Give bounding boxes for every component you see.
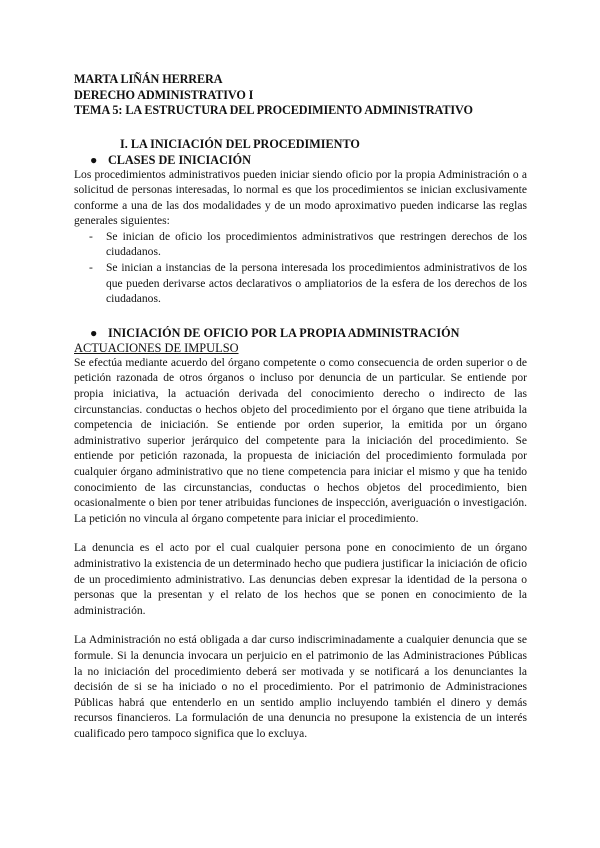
subheading-actuaciones: ACTUACIONES DE IMPULSO xyxy=(74,340,239,355)
bullet-heading-text: CLASES DE INICIACIÓN xyxy=(108,152,251,167)
dash-marker-icon: - xyxy=(89,230,93,243)
dash-marker-icon: - xyxy=(89,262,93,275)
intro-paragraph: Los procedimientos administrativos pueden iniciar siendo oficio por la propia Administración o a solicitud de personas interesadas, lo normal es que los procedimientos se inician exclusivamente conforme a una de las dos modalidades y de un modo aproximativo pueden indicarse las reglas generales siguientes: xyxy=(74,168,527,228)
paragraph-3: La Administración no está obligada a dar curso indiscriminadamente a cualquier denuncia que se formule. Si la denuncia invocara un perjuicio en el patrimonio de las Administraciones Públicas la no iniciación del procedimiento deberá ser motivada y se notificará a los denunciantes la decisión de si se ha iniciado o no el procedimiento. Por el patrimonio de Administraciones Públicas habrá que entenderlo en un sentido amplio incluyendo también el dinero y demás recursos financieros. La formulación de una denuncia no presupone la existencia de un interés cualificado pero tampoco significa que lo excluya. xyxy=(74,634,527,740)
bullet-dot-icon: ● xyxy=(90,152,98,167)
bullet-heading-text: INICIACIÓN DE OFICIO POR LA PROPIA ADMINISTRACIÓN xyxy=(108,325,460,340)
rules-list xyxy=(74,230,527,308)
document-page xyxy=(74,72,527,743)
list-item: - Se inician a instancias de la persona interesada los procedimientos administrativos de los que pueden derivarse actos declarativos o ampliatorios de la esfera de los derechos de los ciudadanos. xyxy=(89,262,527,306)
section-heading: I. LA INICIACIÓN DEL PROCEDIMIENTO xyxy=(120,136,360,151)
author-name: MARTA LIÑÁN HERRERA xyxy=(74,72,223,86)
list-item: - Se inician de oficio los procedimientos administrativos que restringen derechos de los ciudadanos. xyxy=(89,230,527,259)
paragraph-1: Se efectúa mediante acuerdo del órgano competente o como consecuencia de orden superior o de petición razonada de otros órganos o incluso por denuncia de un particular. Se entiende por propia iniciativa, la actuación derivada del conocimiento derecho o indirecto de las circunstancias. conductas o hechos objeto del procedimiento por el órgano que tiene atribuida la competencia de iniciación. Se entiende por orden superior, la emitida por un órgano administrativo superior jerárquico del competente para la iniciación del procedimiento. Se entiende por petición razonada, la propuesta de iniciación del procedimiento formulada por cualquier órgano administrativo que no tiene competencia para iniciar el mismo y que ha tenido conocimiento de las circunstancias, conductas o hechos objetos del procedimiento, bien ocasionalmente o bien por tener atribuidas funciones de inspección, averiguación o investigación. La petición no vincula al órgano competente para iniciar el procedimiento. xyxy=(74,356,527,525)
paragraph-2: La denuncia es el acto por el cual cualquier persona pone en conocimiento de un órgano administrativo la existencia de un determinado hecho que pudiera justificar la iniciación de oficio de un procedimiento administrativo. Las denuncias deben expresar la identidad de la persona o personas que la presentan y el relato de los hechos que se ponen en conocimiento de la administración. xyxy=(74,542,527,617)
bullet-heading-clases xyxy=(74,152,527,168)
topic-title: TEMA 5: LA ESTRUCTURA DEL PROCEDIMIENTO ADMINISTRATIVO xyxy=(74,103,473,117)
bullet-dot-icon: ● xyxy=(90,325,98,340)
course-title: DERECHO ADMINISTRATIVO I xyxy=(74,87,254,102)
bullet-heading-oficio xyxy=(74,325,527,341)
